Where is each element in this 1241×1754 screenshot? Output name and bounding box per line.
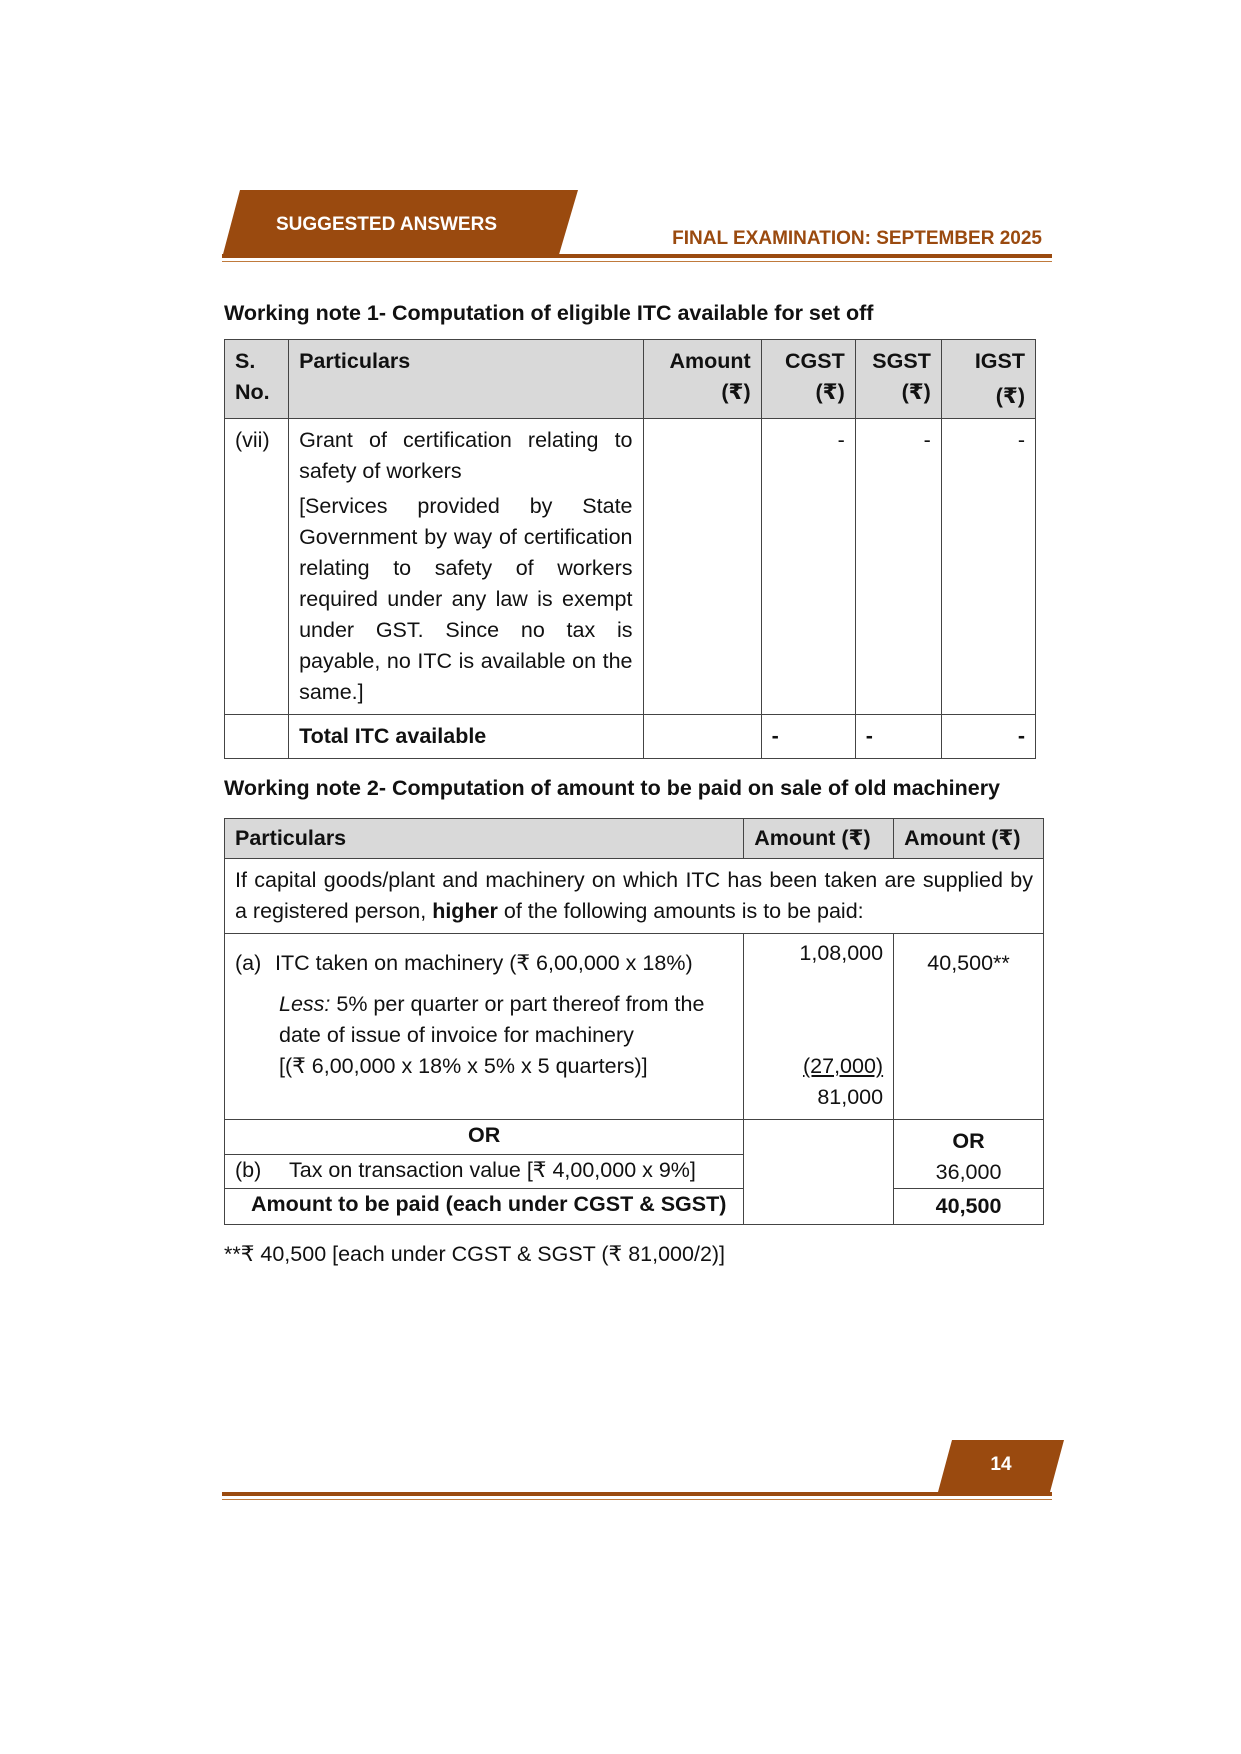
item-b-particulars <box>225 1154 744 1189</box>
col-amount-line2: (₹) <box>721 380 751 404</box>
row-particular-text: Grant of certification relating to safety of workers <box>299 428 633 483</box>
working-note-1-title: Working note 1- Computation of eligible ITC available for set off <box>224 301 874 325</box>
intro-after: of the following amounts is to be paid: <box>497 899 864 923</box>
total-igst: - <box>941 715 1035 759</box>
col-particulars: Particulars <box>289 340 643 419</box>
or-row <box>225 1120 1044 1155</box>
col-particulars: Particulars <box>225 819 744 859</box>
page-number: 14 <box>990 1454 1012 1475</box>
less-text: 5% per quarter or part thereof from the date of issue of invoice for machinery <box>279 992 705 1047</box>
item-b-text: Tax on transaction value [₹ 4,00,000 x 9%] <box>289 1157 696 1182</box>
amount-payable-row <box>225 1189 1044 1225</box>
row-igst: - <box>941 419 1035 715</box>
or-result-cell <box>894 1120 1044 1189</box>
item-a-result: 40,500** <box>894 934 1044 1120</box>
exam-title: FINAL EXAMINATION: SEPTEMBER 2025 <box>672 228 1042 249</box>
total-row <box>225 715 1036 759</box>
amount-payable-value: 40,500 <box>894 1189 1044 1225</box>
row-explanation: [Services provided by State Government by way of certification relating to safety of workers required under any law is exempt under GST. Since no tax is payable, no ITC is available on the same.] <box>299 494 633 704</box>
intro-bold: higher <box>432 899 498 923</box>
row-sgst: - <box>855 419 941 715</box>
header-tab-label: SUGGESTED ANSWERS <box>276 214 497 235</box>
or-label: OR <box>225 1120 744 1155</box>
col-sno-line1: S. <box>235 349 256 373</box>
amount-payable-label: Amount to be paid (each under CGST & SGST) <box>225 1189 744 1225</box>
item-a-calc: [(₹ 6,00,000 x 18% x 5% x 5 quarters)] <box>279 1054 648 1078</box>
item-a-line <box>235 948 733 979</box>
page-header <box>222 190 1052 266</box>
row-particulars <box>289 419 643 715</box>
itc-table <box>224 339 1036 759</box>
col-sgst-line1: SGST <box>872 349 931 373</box>
item-a-value-less: (27,000) <box>803 1054 884 1078</box>
col-cgst-line2: (₹) <box>815 380 845 404</box>
item-b-label: (b) <box>235 1157 262 1182</box>
machinery-table-header <box>225 819 1044 859</box>
machinery-table <box>224 818 1044 1225</box>
item-a-particulars <box>225 934 744 1120</box>
col-igst <box>941 340 1035 419</box>
header-rule <box>222 254 1052 258</box>
col-igst-line1: IGST <box>974 349 1025 373</box>
table-row <box>225 419 1036 715</box>
row-cgst: - <box>761 419 855 715</box>
col-cgst <box>761 340 855 419</box>
col-amount <box>643 340 761 419</box>
row-sno: (vii) <box>225 419 289 715</box>
item-a-label: (a) <box>235 951 262 975</box>
col-amount-2: Amount (₹) <box>894 819 1044 859</box>
item-a-row <box>225 934 1044 1120</box>
intro-row <box>225 859 1044 934</box>
document-body <box>224 298 1042 1270</box>
footnote: **₹ 40,500 [each under CGST & SGST (₹ 81,000/2)] <box>224 1242 726 1266</box>
col-igst-line2: (₹) <box>995 384 1025 408</box>
col-amount-line1: Amount <box>669 349 751 373</box>
footer-rule-thin <box>222 1499 1052 1500</box>
total-cgst: - <box>761 715 855 759</box>
item-b-result: 36,000 <box>935 1160 1002 1184</box>
or-right: OR <box>952 1129 985 1153</box>
less-label: Less: <box>279 992 331 1016</box>
item-a-less <box>235 989 733 1051</box>
col-sgst <box>855 340 941 419</box>
item-a-value-1: 1,08,000 <box>799 941 884 965</box>
item-a-value-net: 81,000 <box>817 1085 884 1109</box>
total-label: Total ITC available <box>289 715 643 759</box>
footer-rule <box>222 1492 1052 1496</box>
row-amount <box>643 419 761 715</box>
total-sno <box>225 715 289 759</box>
item-a-text: ITC taken on machinery (₹ 6,00,000 x 18%) <box>275 951 693 975</box>
total-amount <box>643 715 761 759</box>
col-sgst-line2: (₹) <box>901 380 931 404</box>
item-a-values <box>744 934 894 1120</box>
itc-table-header <box>225 340 1036 419</box>
col-cgst-line1: CGST <box>785 349 845 373</box>
header-rule-thin <box>222 261 1052 262</box>
page-footer <box>222 1440 1064 1506</box>
working-note-2-title: Working note 2- Computation of amount to be paid on sale of old machinery <box>224 776 1001 800</box>
col-sno <box>225 340 289 419</box>
col-amount-1: Amount (₹) <box>744 819 894 859</box>
col-sno-line2: No. <box>235 380 270 404</box>
blank-cell <box>744 1120 894 1225</box>
intro-before: If capital goods/plant and machinery on which ITC has been taken are supplied by a registered person, <box>235 868 1033 923</box>
total-sgst: - <box>855 715 941 759</box>
intro-text <box>225 859 1044 934</box>
